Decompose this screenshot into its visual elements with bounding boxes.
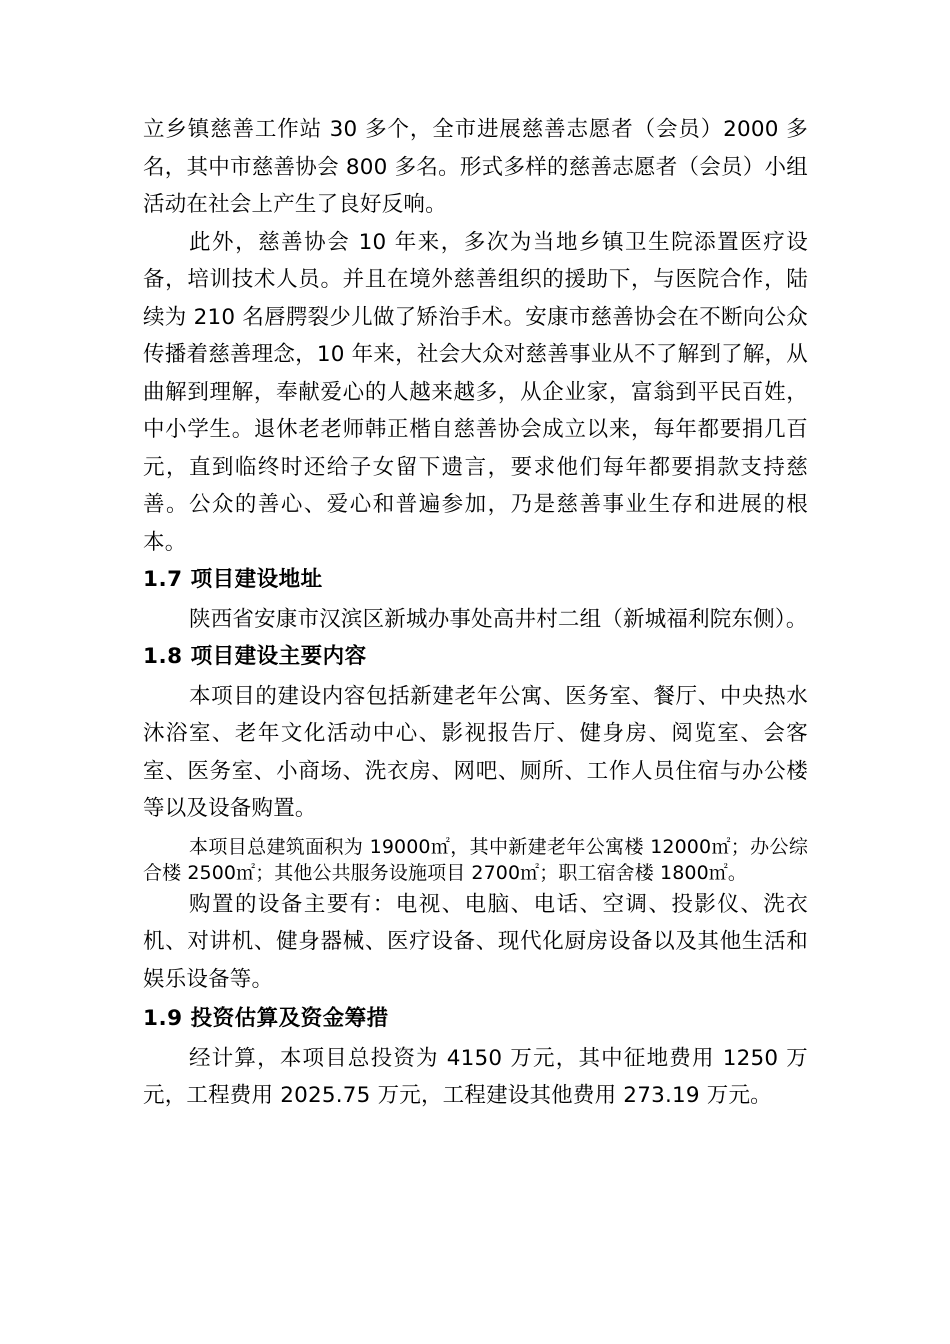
paragraph-equipment: 购置的设备主要有：电视、电脑、电话、空调、投影仪、洗衣机、对讲机、健身器械、医疗设备、现代化厨房设备以及其他生活和娱乐设备等。 xyxy=(143,891,808,992)
section-heading-1-8: 1.8 项目建设主要内容 xyxy=(143,644,367,669)
paragraph-floor-area: 本项目总建筑面积为 19000㎡，其中新建老年公寓楼 12000㎡；办公综合楼 2500㎡；其他公共服务设施项目 2700㎡；职工宿舍楼 1800㎡。 xyxy=(143,835,808,884)
section-heading-1-7: 1.7 项目建设地址 xyxy=(143,567,323,592)
document-page xyxy=(143,111,808,1115)
paragraph-charity-history: 此外，慈善协会 10 年来，多次为当地乡镇卫生院添置医疗设备，培训技术人员。并且在境外慈善组织的援助下，与医院合作，陆续为 210 名唇腭裂少儿做了矫治手术。安康市慈善协会在不断向公众传播着慈善理念，10 年来，社会大众对慈善事业从不了解到了解，从曲解到理解，奉献爱心的人越来越多，从企业家，富翁到平民百姓，中小学生。退休老老师韩正楷自慈善协会成立以来，每年都要捐几百元，直到临终时还给子女留下遗言，要求他们每年都要捐款支持慈善。公众的善心、爱心和普遍参加，乃是慈善事业生存和进展的根本。 xyxy=(143,229,808,555)
paragraph-investment: 经计算，本项目总投资为 4150 万元，其中征地费用 1250 万元，工程费用 2025.75 万元，工程建设其他费用 273.19 万元。 xyxy=(143,1045,808,1108)
paragraph-construction-content: 本项目的建设内容包括新建老年公寓、医务室、餐厅、中央热水沐浴室、老年文化活动中心、影视报告厅、健身房、阅览室、会客室、医务室、小商场、洗衣房、网吧、厕所、工作人员住宿与办公楼等以及设备购置。 xyxy=(143,683,808,821)
section-heading-1-9: 1.9 投资估算及资金筹措 xyxy=(143,1006,389,1031)
paragraph-volunteers: 立乡镇慈善工作站 30 多个，全市进展慈善志愿者（会员）2000 多名，其中市慈善协会 800 多名。形式多样的慈善志愿者（会员）小组活动在社会上产生了良好反响。 xyxy=(143,117,808,217)
paragraph-site-address: 陕西省安康市汉滨区新城办事处高井村二组（新城福利院东侧）。 xyxy=(189,606,808,632)
